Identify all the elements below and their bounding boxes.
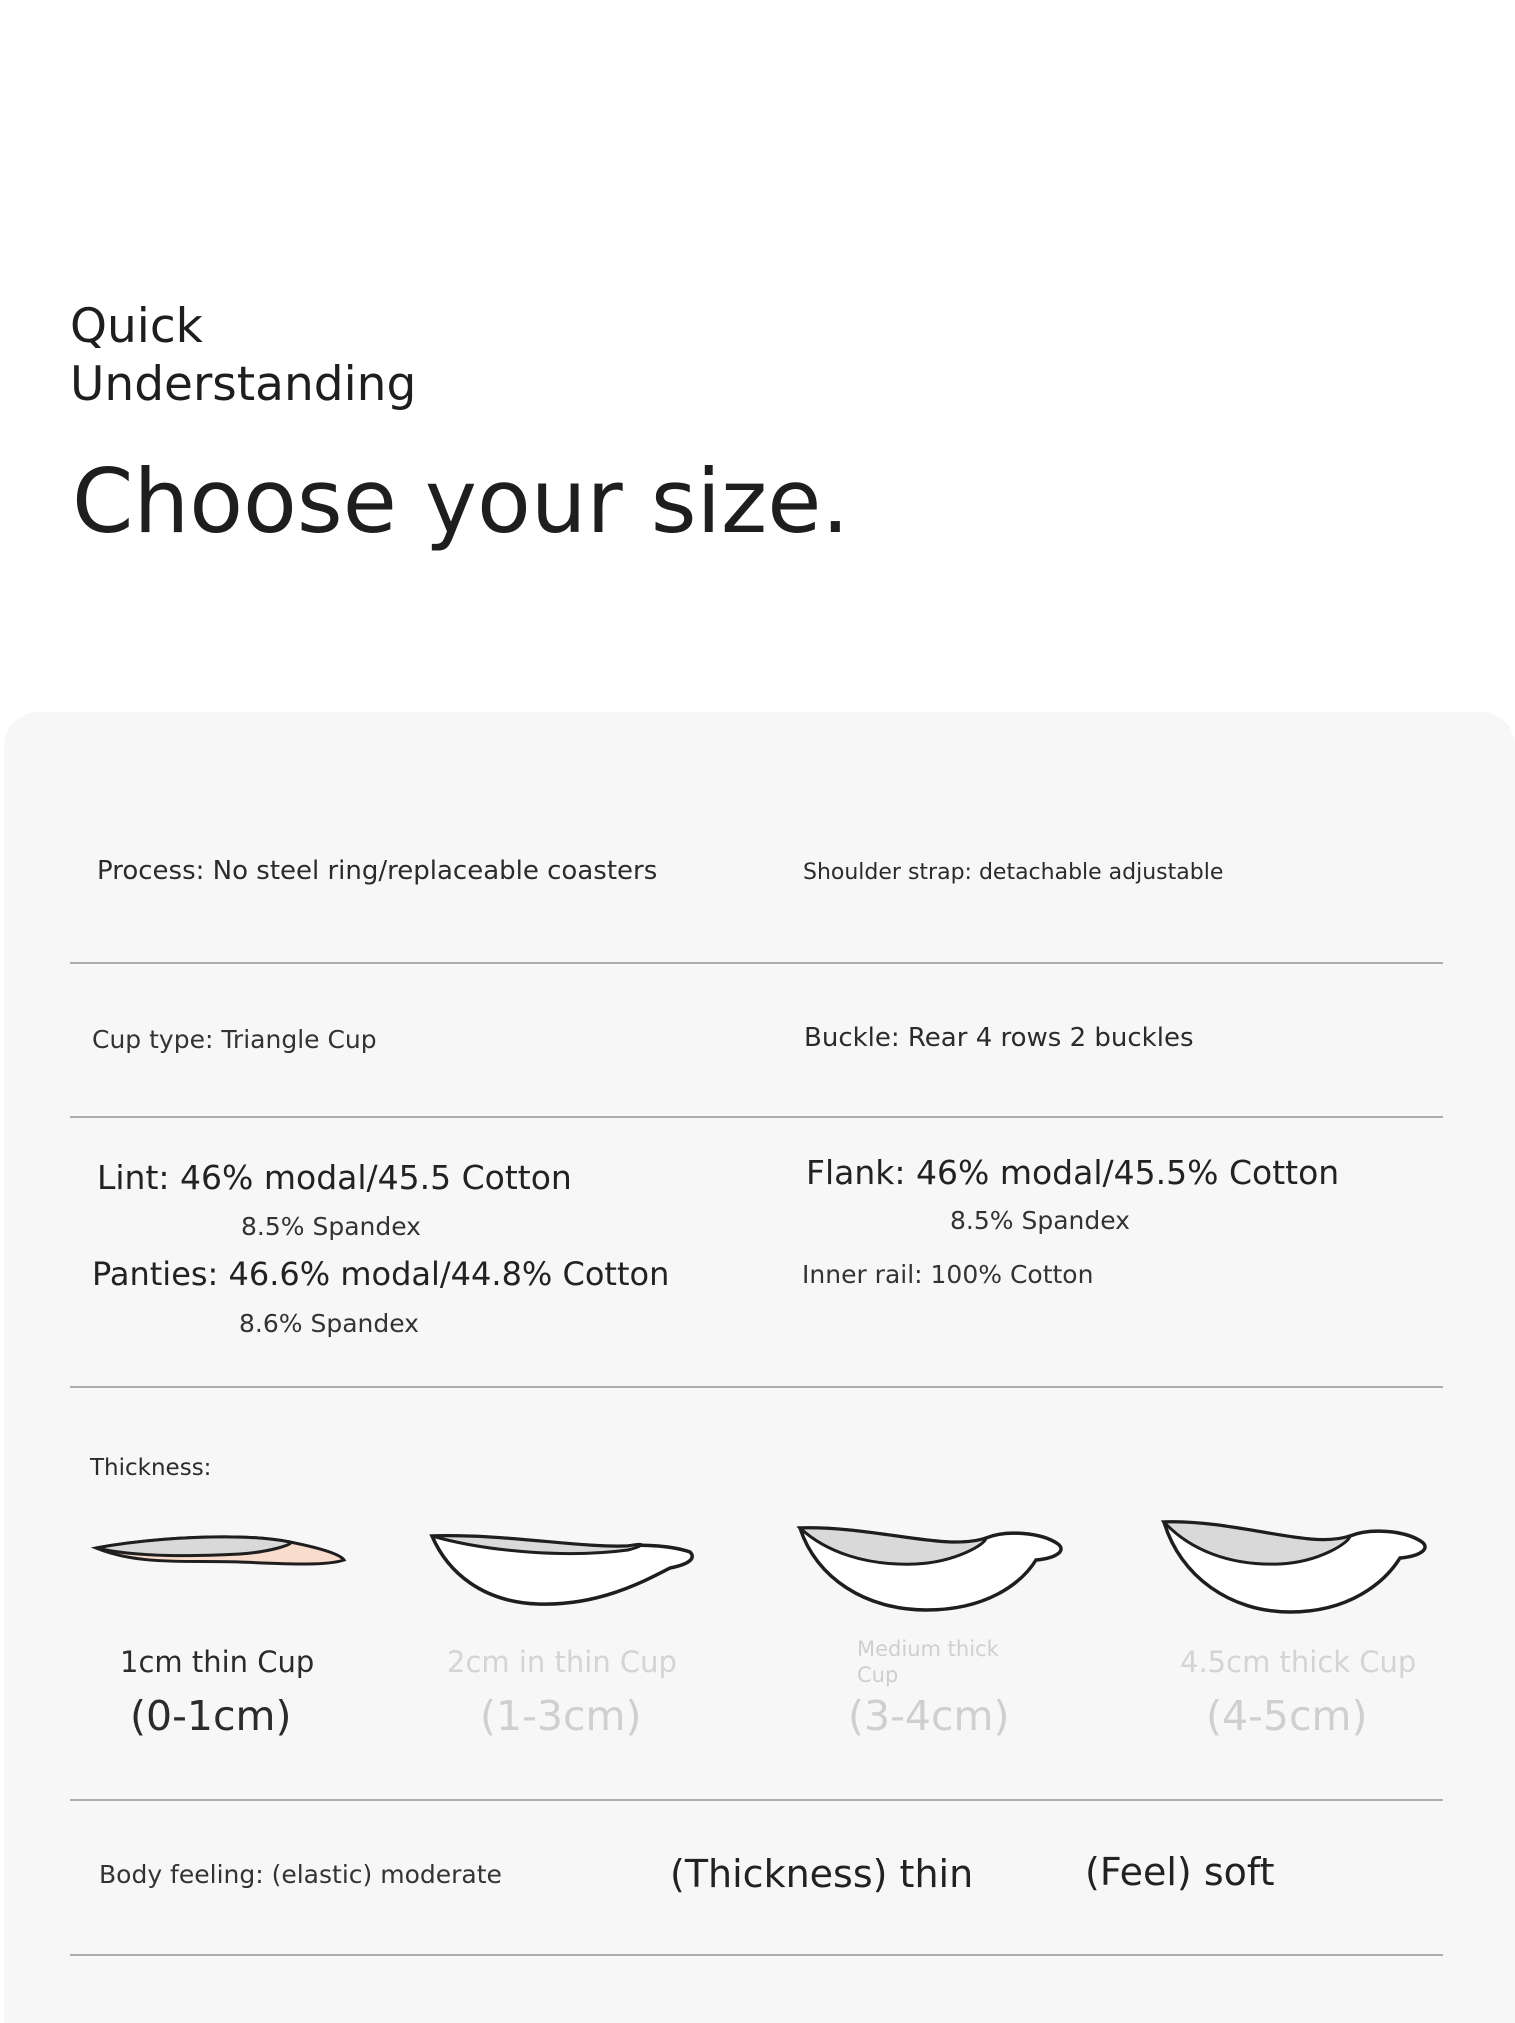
flank-spandex: 8.5% Spandex: [950, 1206, 1130, 1235]
panties-spec: Panties: 46.6% modal/44.8% Cotton: [92, 1255, 670, 1293]
eyebrow-line-2: Understanding: [70, 357, 417, 412]
medium-thick-cup-icon: [796, 1518, 1068, 1618]
cup-option-1-name: 1cm thin Cup: [120, 1645, 315, 1679]
cup-type-spec: Cup type: Triangle Cup: [92, 1025, 377, 1054]
cup-option-4-range: (4-5cm): [1206, 1692, 1368, 1740]
thin-cup-icon: [90, 1520, 352, 1590]
eyebrow-title: [70, 298, 490, 414]
divider-5: [70, 1954, 1443, 1956]
lint-spandex: 8.5% Spandex: [241, 1212, 421, 1241]
inner-rail-spec: Inner rail: 100% Cotton: [802, 1260, 1094, 1289]
buckle-spec: Buckle: Rear 4 rows 2 buckles: [804, 1023, 1194, 1053]
cup-option-1-range: (0-1cm): [130, 1692, 292, 1740]
divider-1: [70, 962, 1443, 964]
cup-option-2-name: 2cm in thin Cup: [447, 1645, 677, 1679]
cup-option-2-range: (1-3cm): [480, 1692, 642, 1740]
flank-spec: Flank: 46% modal/45.5% Cotton: [806, 1153, 1340, 1192]
body-feeling: Body feeling: (elastic) moderate: [99, 1860, 502, 1889]
shoulder-strap-spec: Shoulder strap: detachable adjustable: [803, 860, 1224, 885]
thickness-value: (Thickness) thin: [670, 1852, 974, 1896]
medium-thin-cup-icon: [428, 1528, 700, 1612]
thickness-label: Thickness:: [90, 1455, 212, 1481]
feel-value: (Feel) soft: [1085, 1850, 1275, 1894]
spec-panel: [4, 712, 1515, 2023]
divider-2: [70, 1116, 1443, 1118]
divider-3: [70, 1386, 1443, 1388]
cup-option-4-name: 4.5cm thick Cup: [1180, 1645, 1417, 1679]
thick-cup-icon: [1160, 1516, 1432, 1618]
page-title: Choose your size.: [72, 450, 850, 553]
process-spec: Process: No steel ring/replaceable coasters: [97, 856, 658, 886]
cup-option-3-name: Medium thick Cup: [857, 1637, 999, 1687]
eyebrow-line-1: Quick: [70, 299, 203, 354]
panties-spandex: 8.6% Spandex: [239, 1309, 419, 1338]
divider-4: [70, 1799, 1443, 1801]
lint-spec: Lint: 46% modal/45.5 Cotton: [97, 1158, 572, 1197]
cup-option-3-range: (3-4cm): [848, 1692, 1010, 1740]
